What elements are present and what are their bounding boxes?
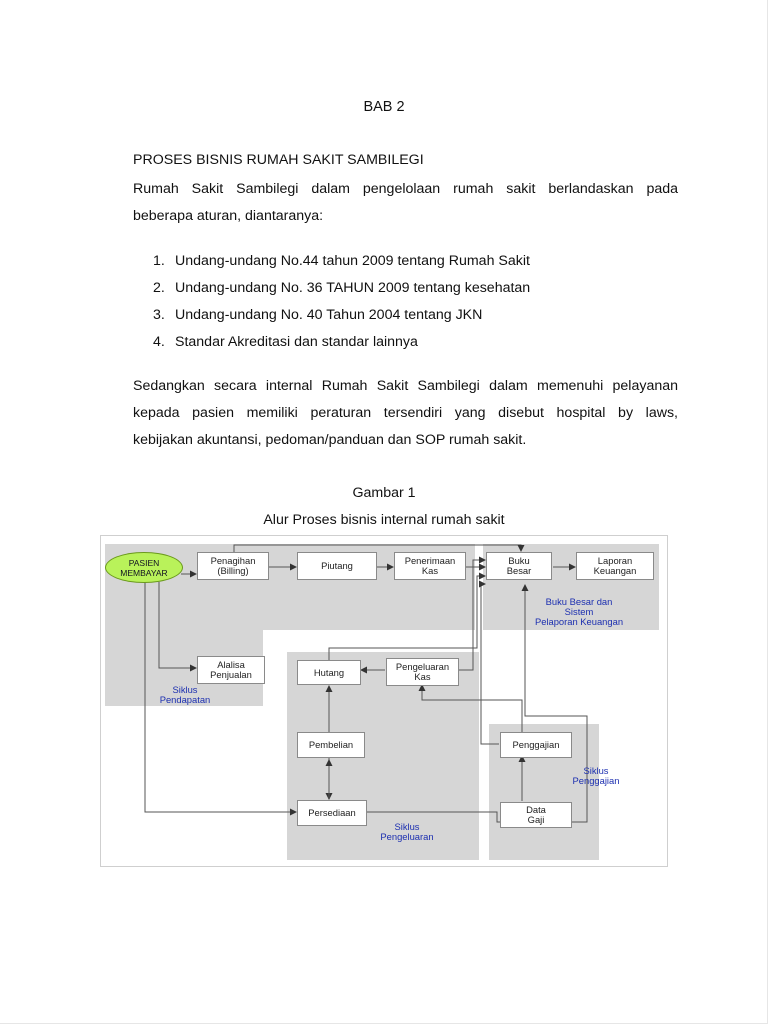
buku-besar-node <box>486 552 552 580</box>
pengeluaran-l1: Pengeluaran <box>395 661 450 672</box>
figure-label: Gambar 1 <box>352 485 416 501</box>
regulation-item-1 <box>153 253 530 269</box>
persediaan-node: Persediaan <box>297 800 367 826</box>
internal-line-2: kepada pasien memiliki peraturan tersendiri yang disebut hospital by laws, <box>133 405 678 421</box>
regulation-item-3 <box>153 307 482 323</box>
zone-penggajian-label: Siklus Penggajian <box>572 765 620 786</box>
regulation-item-2 <box>153 280 530 296</box>
penagihan-l1: Penagihan <box>210 555 256 566</box>
zone-pendapatan-label: Siklus Pendapatan <box>159 684 211 705</box>
hutang-node: Hutang <box>297 660 361 685</box>
list-text: Undang-undang No. 36 TAHUN 2009 tentang kesehatan <box>175 280 531 296</box>
list-text: Undang-undang No. 40 Tahun 2004 tentang JKN <box>175 307 483 323</box>
data-gaji-l1: Data <box>526 804 546 815</box>
penerimaan-kas-node <box>394 552 466 580</box>
list-text: Undang-undang No.44 tahun 2009 tentang Rumah Sakit <box>175 253 530 269</box>
list-number: 4. <box>153 334 165 350</box>
arrow-pasien-analisa <box>159 582 196 668</box>
zone-pengeluaran-label: Siklus Pengeluaran <box>380 821 434 842</box>
chapter-heading: BAB 2 <box>363 99 405 115</box>
penagihan-node <box>197 552 269 580</box>
list-number: 3. <box>153 307 165 323</box>
piutang-node: Piutang <box>297 552 377 580</box>
laporan-l2: Keuangan <box>593 565 637 576</box>
analisa-penjualan-node <box>197 656 265 684</box>
laporan-l1: Laporan <box>597 555 633 566</box>
list-text: Standar Akreditasi dan standar lainnya <box>175 334 418 350</box>
pasien-l2: MEMBAYAR <box>120 567 168 578</box>
list-number: 2. <box>153 280 165 296</box>
data-gaji-l2: Gaji <box>527 814 545 825</box>
regulation-item-4 <box>153 334 418 350</box>
analisa-l1: Alalisa <box>217 659 245 670</box>
section-title: PROSES BISNIS RUMAH SAKIT SAMBILEGI <box>133 152 424 168</box>
list-number: 1. <box>153 253 165 269</box>
laporan-keuangan-node <box>576 552 654 580</box>
internal-line-1: Sedangkan secara internal Rumah Sakit Sambilegi dalam memenuhi pelayanan <box>133 378 678 394</box>
business-process-diagram <box>100 535 668 867</box>
analisa-l2: Penjualan <box>210 669 252 680</box>
arrow-hutang-bukubesar <box>329 576 485 661</box>
penagihan-l2: (Billing) <box>217 565 249 576</box>
internal-line-3: kebijakan akuntansi, pedoman/panduan dan SOP rumah sakit. <box>133 432 527 448</box>
intro-line-1: Rumah Sakit Sambilegi dalam pengelolaan rumah sakit berlandaskan pada <box>133 181 678 197</box>
pengeluaran-l2: Kas <box>414 671 431 682</box>
pembelian-node: Pembelian <box>297 732 365 758</box>
zone-buku-besar-label: Buku Besar dan Sistem Pelaporan Keuangan <box>534 596 624 627</box>
buku-besar-l1: Buku <box>508 555 530 566</box>
internal-paragraph <box>133 373 678 454</box>
intro-line-2: beberapa aturan, diantaranya: <box>133 208 324 224</box>
pasien-membayar-node <box>105 552 183 583</box>
pasien-l1: PASIEN <box>128 557 160 568</box>
arrow-penggajian-bukubesar <box>481 584 499 744</box>
buku-besar-l2: Besar <box>506 565 532 576</box>
figure-caption: Alur Proses bisnis internal rumah sakit <box>263 512 505 528</box>
arrow-penggajian-pengeluaran <box>422 685 522 732</box>
penggajian-node: Penggajian <box>500 732 572 758</box>
pengeluaran-kas-node <box>386 658 459 686</box>
arrow-penagihan-bukubesar <box>234 545 521 552</box>
penerimaan-l1: Penerimaan <box>404 555 456 566</box>
intro-paragraph <box>133 176 678 230</box>
data-gaji-node <box>500 802 572 828</box>
penerimaan-l2: Kas <box>421 565 439 576</box>
